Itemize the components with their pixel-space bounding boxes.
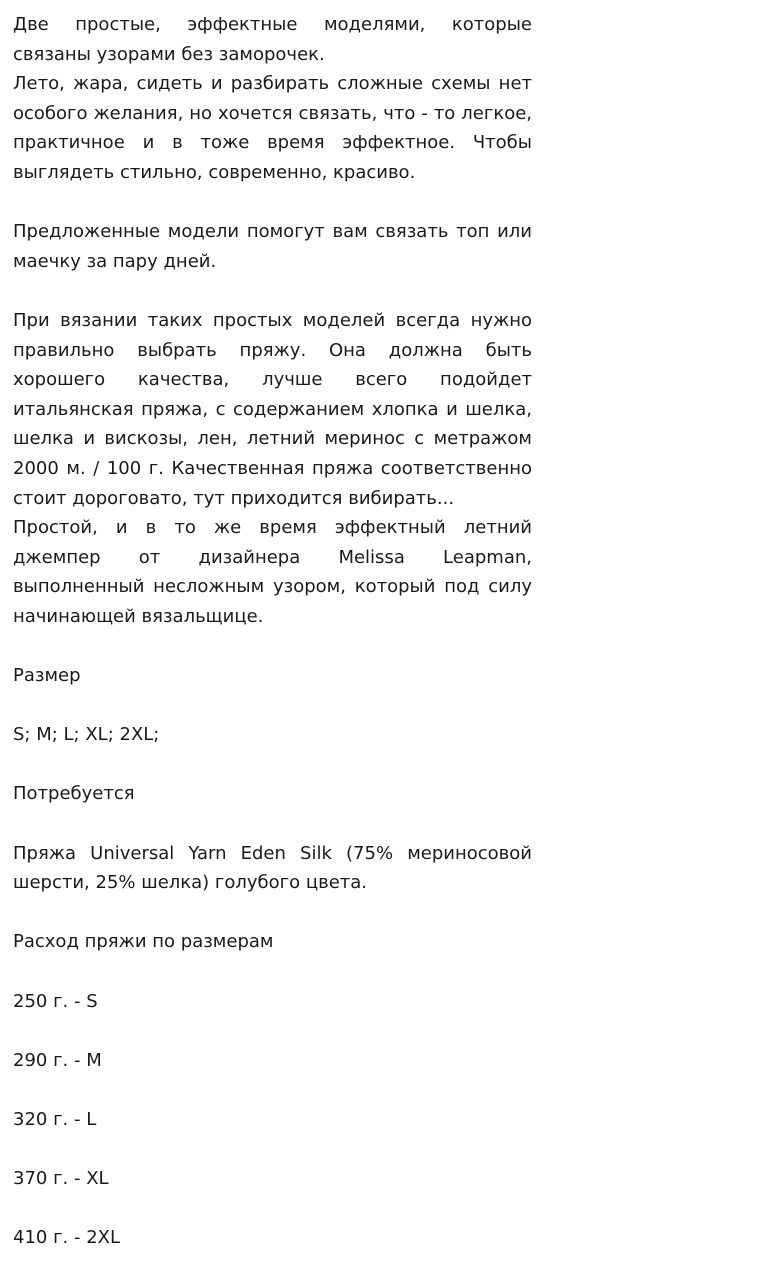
consumption-item-m: 290 г. - M bbox=[13, 1049, 102, 1071]
paragraph-gap bbox=[13, 1016, 532, 1046]
consumption-item-2xl: 410 г. - 2XL bbox=[13, 1227, 121, 1249]
paragraph-gap bbox=[13, 188, 532, 218]
paragraph-gap bbox=[13, 276, 532, 306]
paragraph-gap bbox=[13, 1135, 532, 1165]
required-heading: Потребуется bbox=[13, 783, 135, 805]
intro-paragraph-1: Две простые, эффектные моделями, которые связаны узорами без заморочек. bbox=[13, 14, 532, 65]
sizes-list: S; M; L; XL; 2XL; bbox=[13, 724, 160, 746]
yarn-description: Пряжа Universal Yarn Eden Silk (75% мериносовой шерсти, 25% шелка) голубого цвета. bbox=[13, 842, 532, 894]
yarn-advice-paragraph: При вязании таких простых моделей всегда нужно правильно выбрать пряжу. Она должна быть хорошего качества, лучше всего подойдет итальянская пряжа, с содержанием хлопка и шелка, шелка и вискозы, лен, летний меринос с метражом 2000 м. / 100 г. Качественная пряжа соответственно стоит дороговато, тут приходится вибирать... bbox=[13, 309, 532, 509]
paragraph-gap bbox=[13, 809, 532, 839]
paragraph-gap bbox=[13, 898, 532, 928]
paragraph-gap bbox=[13, 750, 532, 780]
consumption-item-l: 320 г. - L bbox=[13, 1108, 97, 1130]
paragraph-gap bbox=[13, 631, 532, 661]
paragraph-gap bbox=[13, 957, 532, 987]
paragraph-gap bbox=[13, 1194, 532, 1224]
paragraph-gap bbox=[13, 1075, 532, 1105]
paragraph-gap bbox=[13, 691, 532, 721]
consumption-item-xl: 370 г. - XL bbox=[13, 1168, 109, 1190]
size-heading: Размер bbox=[13, 665, 81, 687]
intro-paragraph-2: Лето, жара, сидеть и разбирать сложные схемы нет особого желания, но хочется связать, что - то легкое, практичное и в тоже время эффектное. Чтобы выглядеть стильно, современно, красиво. bbox=[13, 73, 532, 183]
consumption-heading: Расход пряжи по размерам bbox=[13, 931, 274, 953]
designer-paragraph: Простой, и в то же время эффектный летний джемпер от дизайнера Melissa Leapman, выполненный несложным узором, который под силу начинающей вязальщице. bbox=[13, 517, 532, 627]
consumption-item-s: 250 г. - S bbox=[13, 990, 98, 1012]
intro-paragraph-3: Предложенные модели помогут вам связать топ или маечку за пару дней. bbox=[13, 221, 532, 272]
